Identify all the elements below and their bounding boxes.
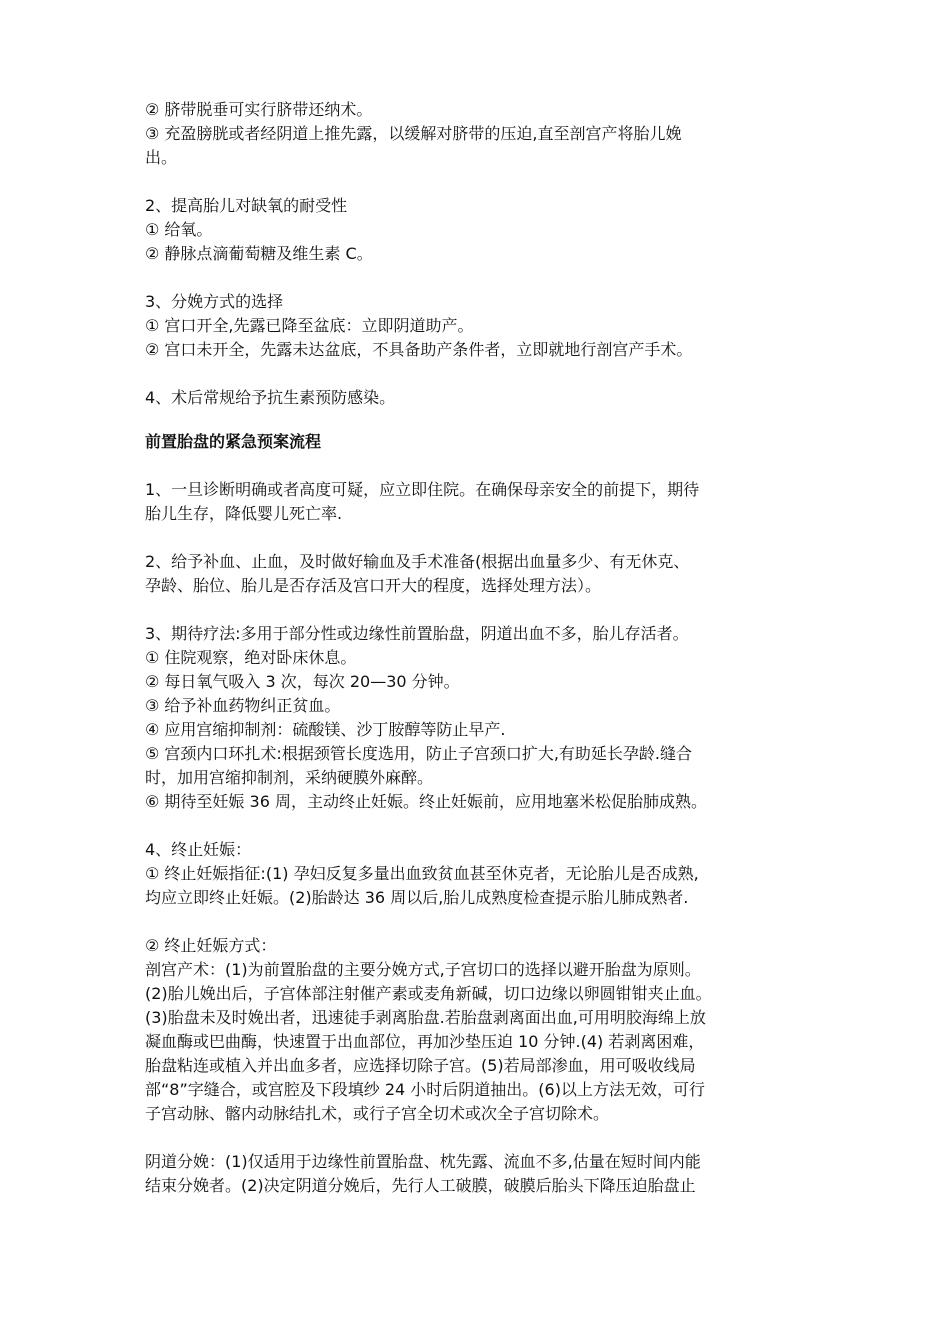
text-line: 2、提高胎儿对缺氧的耐受性 — [145, 196, 348, 215]
paragraph-expectant-therapy — [145, 622, 815, 814]
text-line: ① 终止妊娠指征:(1) 孕妇反复多量出血致贫血甚至休克者，无论胎儿是否成熟, — [145, 864, 699, 883]
paragraph-vaginal-delivery — [145, 1150, 815, 1198]
text-line: 剖宫产术：(1)为前置胎盘的主要分娩方式,子宫切口的选择以避开胎盘为原则。 — [145, 960, 701, 979]
paragraph-transfusion — [145, 550, 815, 598]
paragraph-antibiotics — [145, 386, 815, 410]
text-line: (3)胎盘未及时娩出者，迅速徒手剥离胎盘.若胎盘剥离面出血,可用明胶海绵上放 — [145, 1008, 706, 1027]
text-line: ① 住院观察，绝对卧床休息。 — [145, 648, 357, 667]
text-line: ① 给氧。 — [145, 220, 213, 239]
paragraph-hypoxia-tolerance — [145, 194, 815, 266]
paragraph-cord-prolapse — [145, 98, 815, 170]
text-line: 3、期待疗法:多用于部分性或边缘性前置胎盘，阴道出血不多，胎儿存活者。 — [145, 624, 689, 643]
text-line: ③ 充盈膀胱或者经阴道上推先露，以缓解对脐带的压迫,直至剖宫产将胎儿娩 — [145, 124, 682, 143]
section-heading: 前置胎盘的紧急预案流程 — [145, 432, 322, 451]
text-line: 1、一旦诊断明确或者高度可疑，应立即住院。在确保母亲安全的前提下，期待 — [145, 480, 700, 499]
text-line: 阴道分娩：(1)仅适用于边缘性前置胎盘、枕先露、流血不多,估量在短时间内能 — [145, 1152, 701, 1171]
text-line: 胎儿生存，降低婴儿死亡率. — [145, 504, 343, 523]
text-line: ② 静脉点滴葡萄糖及维生素 C。 — [145, 244, 373, 263]
text-line: 胎盘粘连或植入并出血多者，应选择切除子宫。(5)若局部渗血，用可吸收线局 — [145, 1056, 696, 1075]
text-line: ① 宫口开全,先露已降至盆底：立即阴道助产。 — [145, 316, 474, 335]
text-line: ⑥ 期待至妊娠 36 周，主动终止妊娠。终止妊娠前，应用地塞米松促胎肺成熟。 — [145, 792, 707, 811]
text-line: 部“8”字缝合，或宫腔及下段填纱 24 小时后阴道抽出。(6)以上方法无效，可行 — [145, 1080, 705, 1099]
text-line: 2、给予补血、止血，及时做好输血及手术准备(根据出血量多少、有无休克、 — [145, 552, 690, 571]
text-line: 子宫动脉、髂内动脉结扎术，或行子宫全切术或次全子宫切除术。 — [145, 1104, 610, 1123]
text-line: 均应立即终止妊娠。(2)胎龄达 36 周以后,胎儿成熟度检查提示胎儿肺成熟者. — [145, 888, 689, 907]
text-line: 4、术后常规给予抗生素预防感染。 — [145, 388, 396, 407]
text-line: ② 每日氧气吸入 3 次，每次 20—30 分钟。 — [145, 672, 460, 691]
text-line: 凝血酶或巴曲酶，快速置于出血部位，再加沙垫压迫 10 分钟.(4) 若剥离困难， — [145, 1032, 705, 1051]
paragraph-delivery-method — [145, 290, 815, 362]
paragraph-cesarean — [145, 934, 815, 1126]
text-line: ② 脐带脱垂可实行脐带还纳术。 — [145, 100, 373, 119]
text-line: (2)胎儿娩出后，子宫体部注射催产素或麦角新碱，切口边缘以卵圆钳钳夹止血。 — [145, 984, 712, 1003]
text-line: 时，加用宫缩抑制剂，采纳硬膜外麻醉。 — [145, 768, 434, 787]
text-line: 3、分娩方式的选择 — [145, 292, 284, 311]
text-line: ⑤ 宫颈内口环扎术:根据颈管长度选用，防止子宫颈口扩大,有助延长孕龄.缝合 — [145, 744, 692, 763]
text-line: 结束分娩者。(2)决定阴道分娩后，先行人工破膜，破膜后胎头下降压迫胎盘止 — [145, 1176, 696, 1195]
text-line: ③ 给予补血药物纠正贫血。 — [145, 696, 341, 715]
paragraph-termination — [145, 838, 815, 910]
text-line: ② 终止妊娠方式： — [145, 936, 277, 955]
text-line: 4、终止妊娠： — [145, 840, 252, 859]
text-line: ② 宫口未开全，先露未达盆底，不具备助产条件者，立即就地行剖宫产手术。 — [145, 340, 693, 359]
text-line: ④ 应用宫缩抑制剂：硫酸镁、沙丁胺醇等防止早产. — [145, 720, 506, 739]
paragraph-hospitalization — [145, 478, 815, 526]
text-line: 出。 — [145, 148, 178, 167]
document-page — [145, 98, 815, 1198]
text-line: 孕龄、胎位、胎儿是否存活及宫口开大的程度，选择处理方法）。 — [145, 576, 602, 595]
